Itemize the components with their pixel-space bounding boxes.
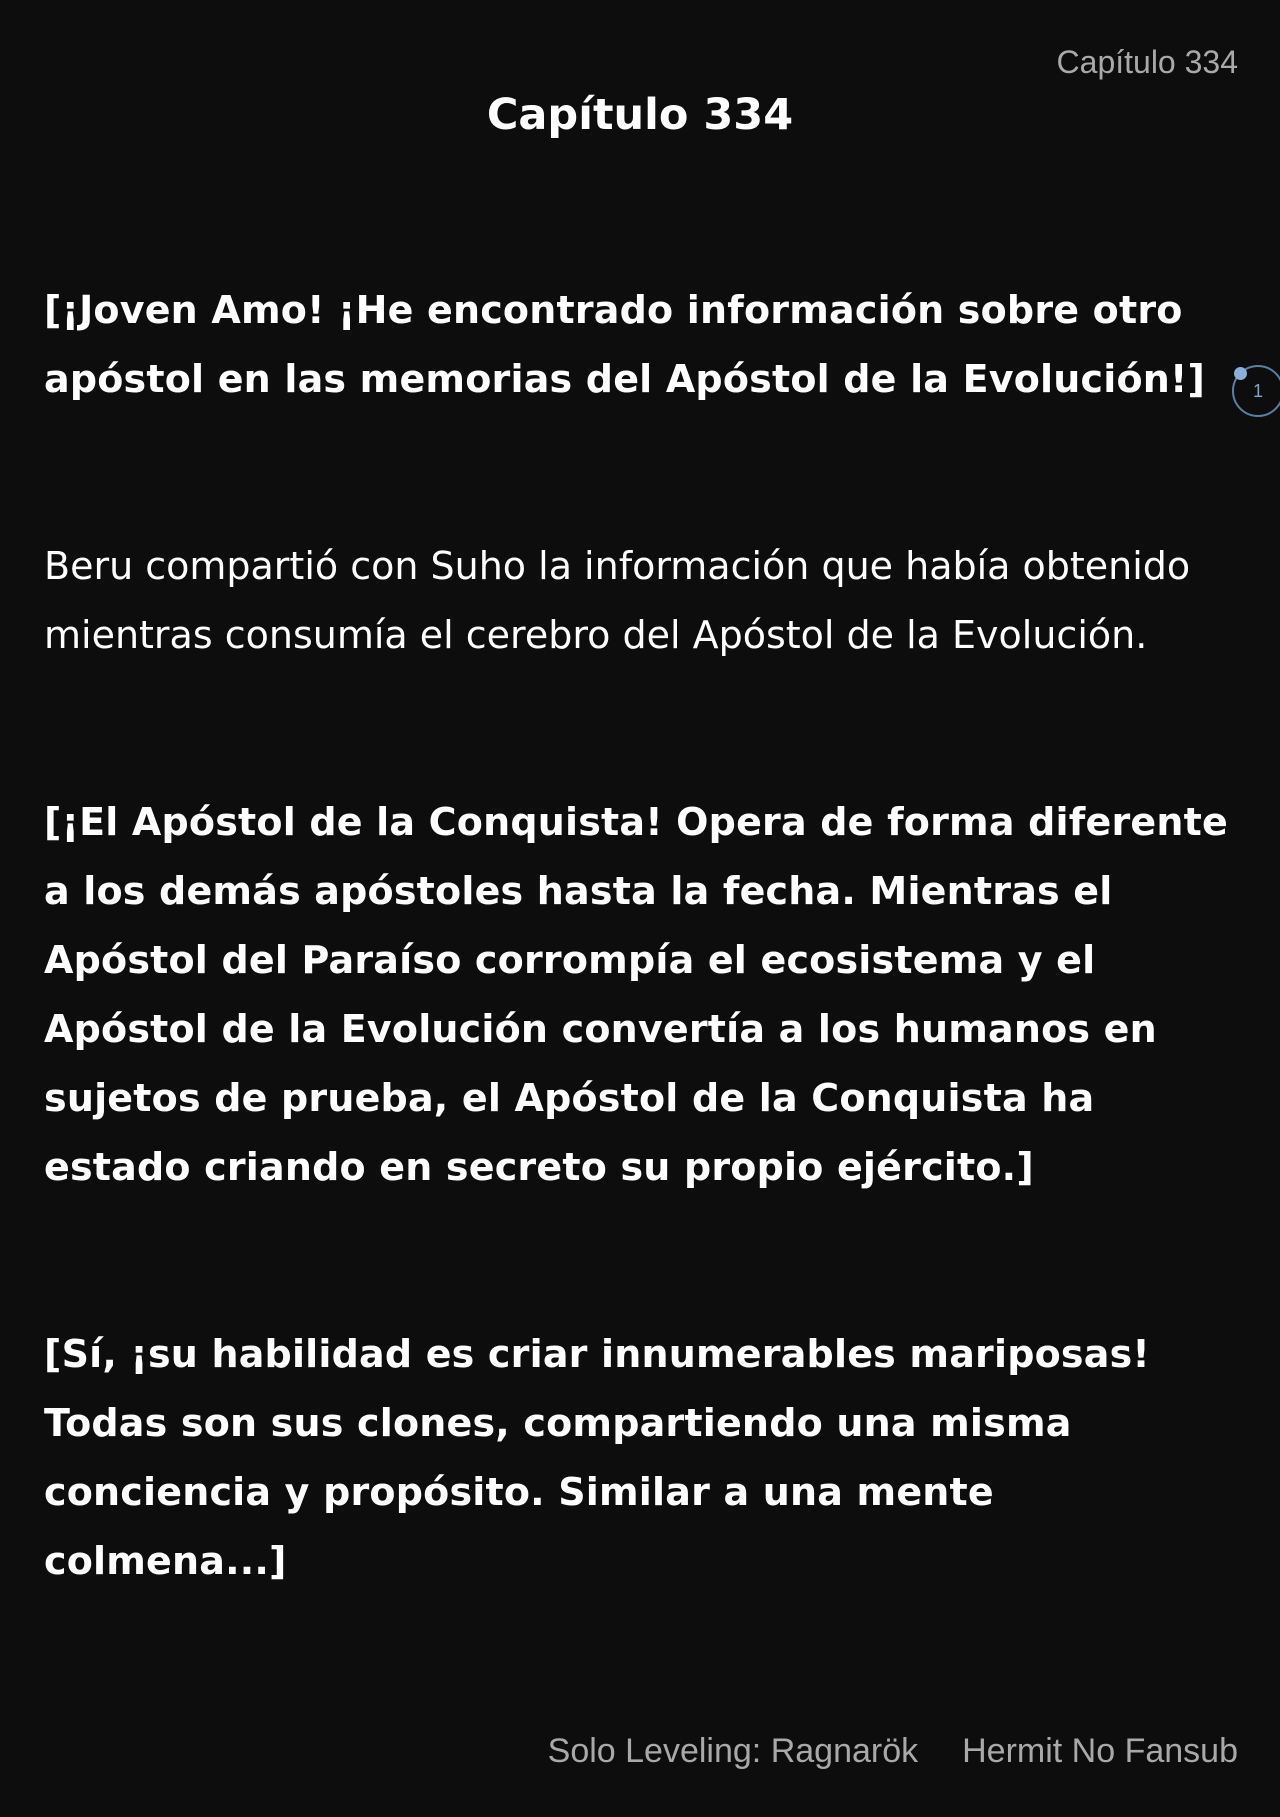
chapter-content: [44, 276, 1240, 1596]
footer-group-name: Hermit No Fansub: [962, 1732, 1238, 1770]
paragraph-2: Beru compartió con Suho la información que había obtenido mientras consumía el cerebro del Apóstol de la Evolución.: [44, 544, 1191, 657]
paragraph-1: [¡Joven Amo! ¡He encontrado información sobre otro apóstol en las memorias del Apóstol de la Evolución!]: [44, 288, 1206, 401]
annotation-marker-button[interactable]: 1: [1232, 365, 1280, 417]
footer: [548, 1732, 1238, 1771]
annotation-dot-icon: [1234, 367, 1247, 380]
paragraph-4: [Sí, ¡su habilidad es criar innumerables mariposas! Todas son sus clones, compartiendo una misma conciencia y propósito. Similar a una mente colmena...]: [44, 1332, 1150, 1583]
chapter-title: Capítulo 334: [486, 90, 794, 140]
running-header-title: Capítulo 334: [1056, 44, 1238, 80]
footer-book-title: Solo Leveling: Ragnarök: [547, 1732, 919, 1770]
paragraph-3: [¡El Apóstol de la Conquista! Opera de forma diferente a los demás apóstoles hasta la fecha. Mientras el Apóstol del Paraíso corrompía el ecosistema y el Apóstol de la Evolución convertía a los humanos en sujetos de prueba, el Apóstol de la Conquista ha estado criando en secreto su propio ejército.]: [44, 800, 1228, 1189]
